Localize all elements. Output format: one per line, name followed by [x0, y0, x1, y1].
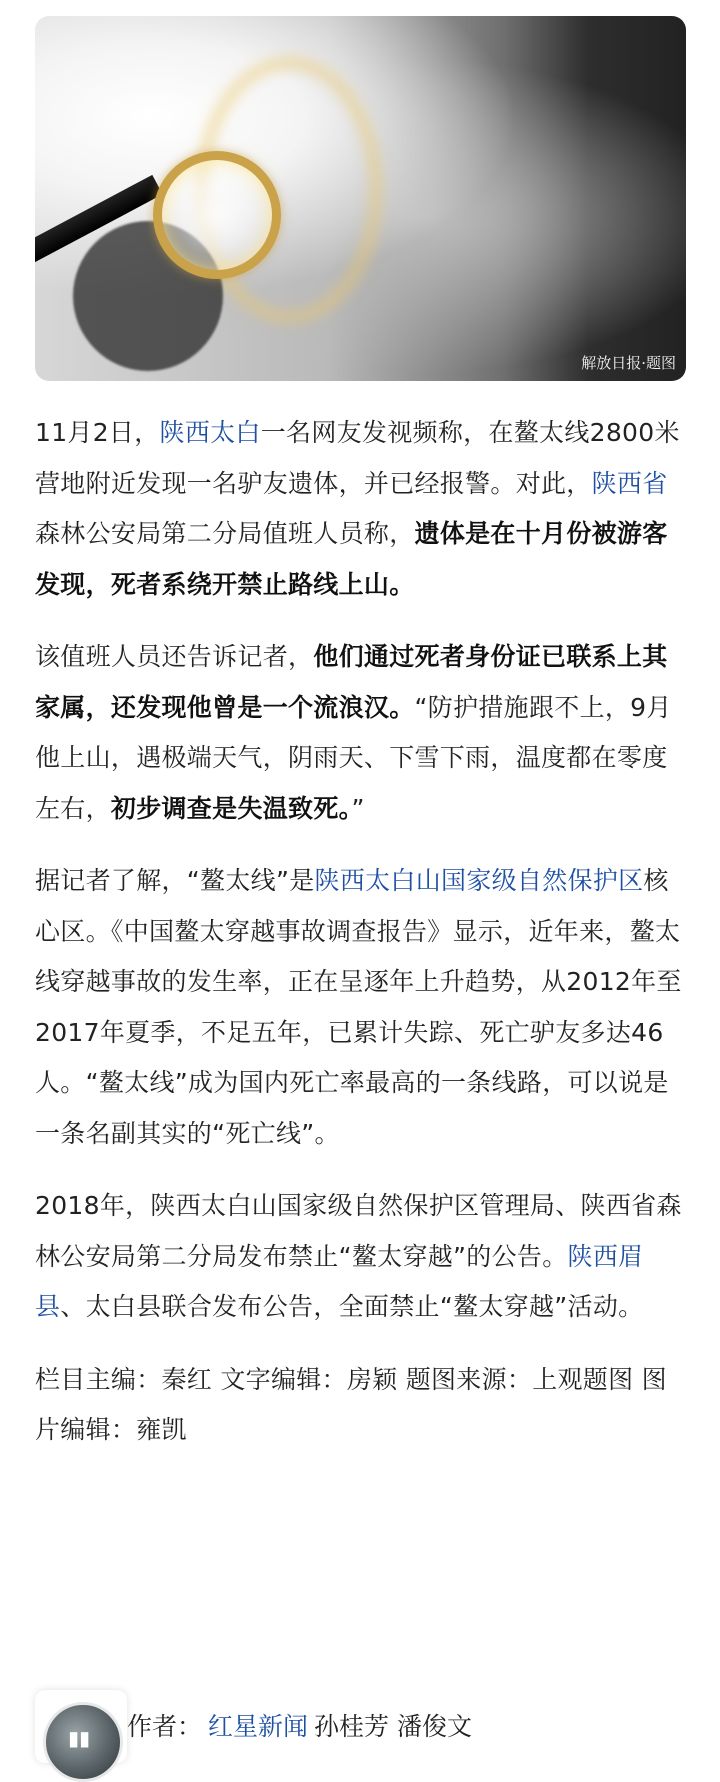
bold-text: 初步调查是: [110, 793, 238, 823]
text-segment: 据记者了解，“鳌太线”是: [35, 866, 315, 895]
paragraph: [35, 1181, 686, 1333]
inline-link[interactable]: 陕西省: [591, 468, 668, 498]
article-body: [35, 408, 686, 1478]
author-names: 孙桂芳 潘俊文: [314, 1712, 472, 1741]
author-source-link[interactable]: 红星新闻: [208, 1712, 309, 1741]
text-segment: 核心区。《中国鳌太穿越事故调查报告》显示，近年来，鳌太线穿越事故的发生率，正在呈逐年上升趋势，从2012年至2017年夏季，不足五年，已累计失踪、死亡驴友多达46人。“鳌太线”成为国内死亡率最高的一条线路，可以说是一条名副其实的“死亡线”。: [35, 866, 682, 1148]
author-prefix: 作者：: [127, 1712, 203, 1741]
audio-icon: ▮▮: [68, 1726, 91, 1750]
text-segment: 该值班人员还告诉记者，: [35, 642, 314, 671]
text-segment: 11月2日，: [35, 418, 160, 447]
hero-image[interactable]: [35, 16, 686, 381]
bold-text: 他们通过死者身份证已联系上其家属，还发现他曾是一个流浪汉。: [35, 642, 668, 722]
text-segment: 、太白县联合发布公告，全面禁止“鳌太穿越”活动。: [60, 1292, 644, 1321]
image-credit: 解放日报·题图: [581, 354, 676, 372]
paragraph-list: [35, 408, 686, 1333]
inline-link[interactable]: 陕西太白山国家级自然保护区: [314, 866, 644, 895]
text-segment: 一名网友发视频称，在鳌太线2800米营地附近发现一名驴友遗体，并已经报警。对此，: [35, 418, 680, 498]
author-line: [127, 1708, 472, 1746]
bold-text: 致死。: [288, 793, 352, 823]
editor-credits: 栏目主编：秦红 文字编辑：房颖 题图来源：上观题图 图片编辑：雍凯: [35, 1364, 667, 1444]
author-avatar-card[interactable]: [35, 1690, 127, 1763]
magnifying-glass-icon: [153, 151, 281, 279]
text-segment: “防护措施跟不上，9月他上山，遇极端天气，阴雨天、下雪下雨，温度都在零度左右，: [35, 692, 672, 823]
inline-link[interactable]: 陕西太白: [159, 418, 261, 447]
bold-text: 遗体是在十月份被游客发现，死者系绕开禁止路线上山。: [35, 519, 668, 599]
paragraph: [35, 632, 686, 834]
inline-link[interactable]: 陕西眉县: [35, 1241, 644, 1321]
paragraph: [35, 408, 686, 610]
text-segment: 森林公安局第二分局值班人员称，: [35, 519, 415, 548]
paragraph: [35, 856, 686, 1159]
text-segment: 2018年，陕西太白山国家级自然保护区管理局、陕西省森林公安局第二分局发布禁止“鳌太穿越”的公告。: [35, 1191, 682, 1271]
inline-link[interactable]: 失温: [237, 793, 289, 823]
text-segment: ”: [351, 793, 365, 823]
author-row: [35, 1690, 686, 1763]
